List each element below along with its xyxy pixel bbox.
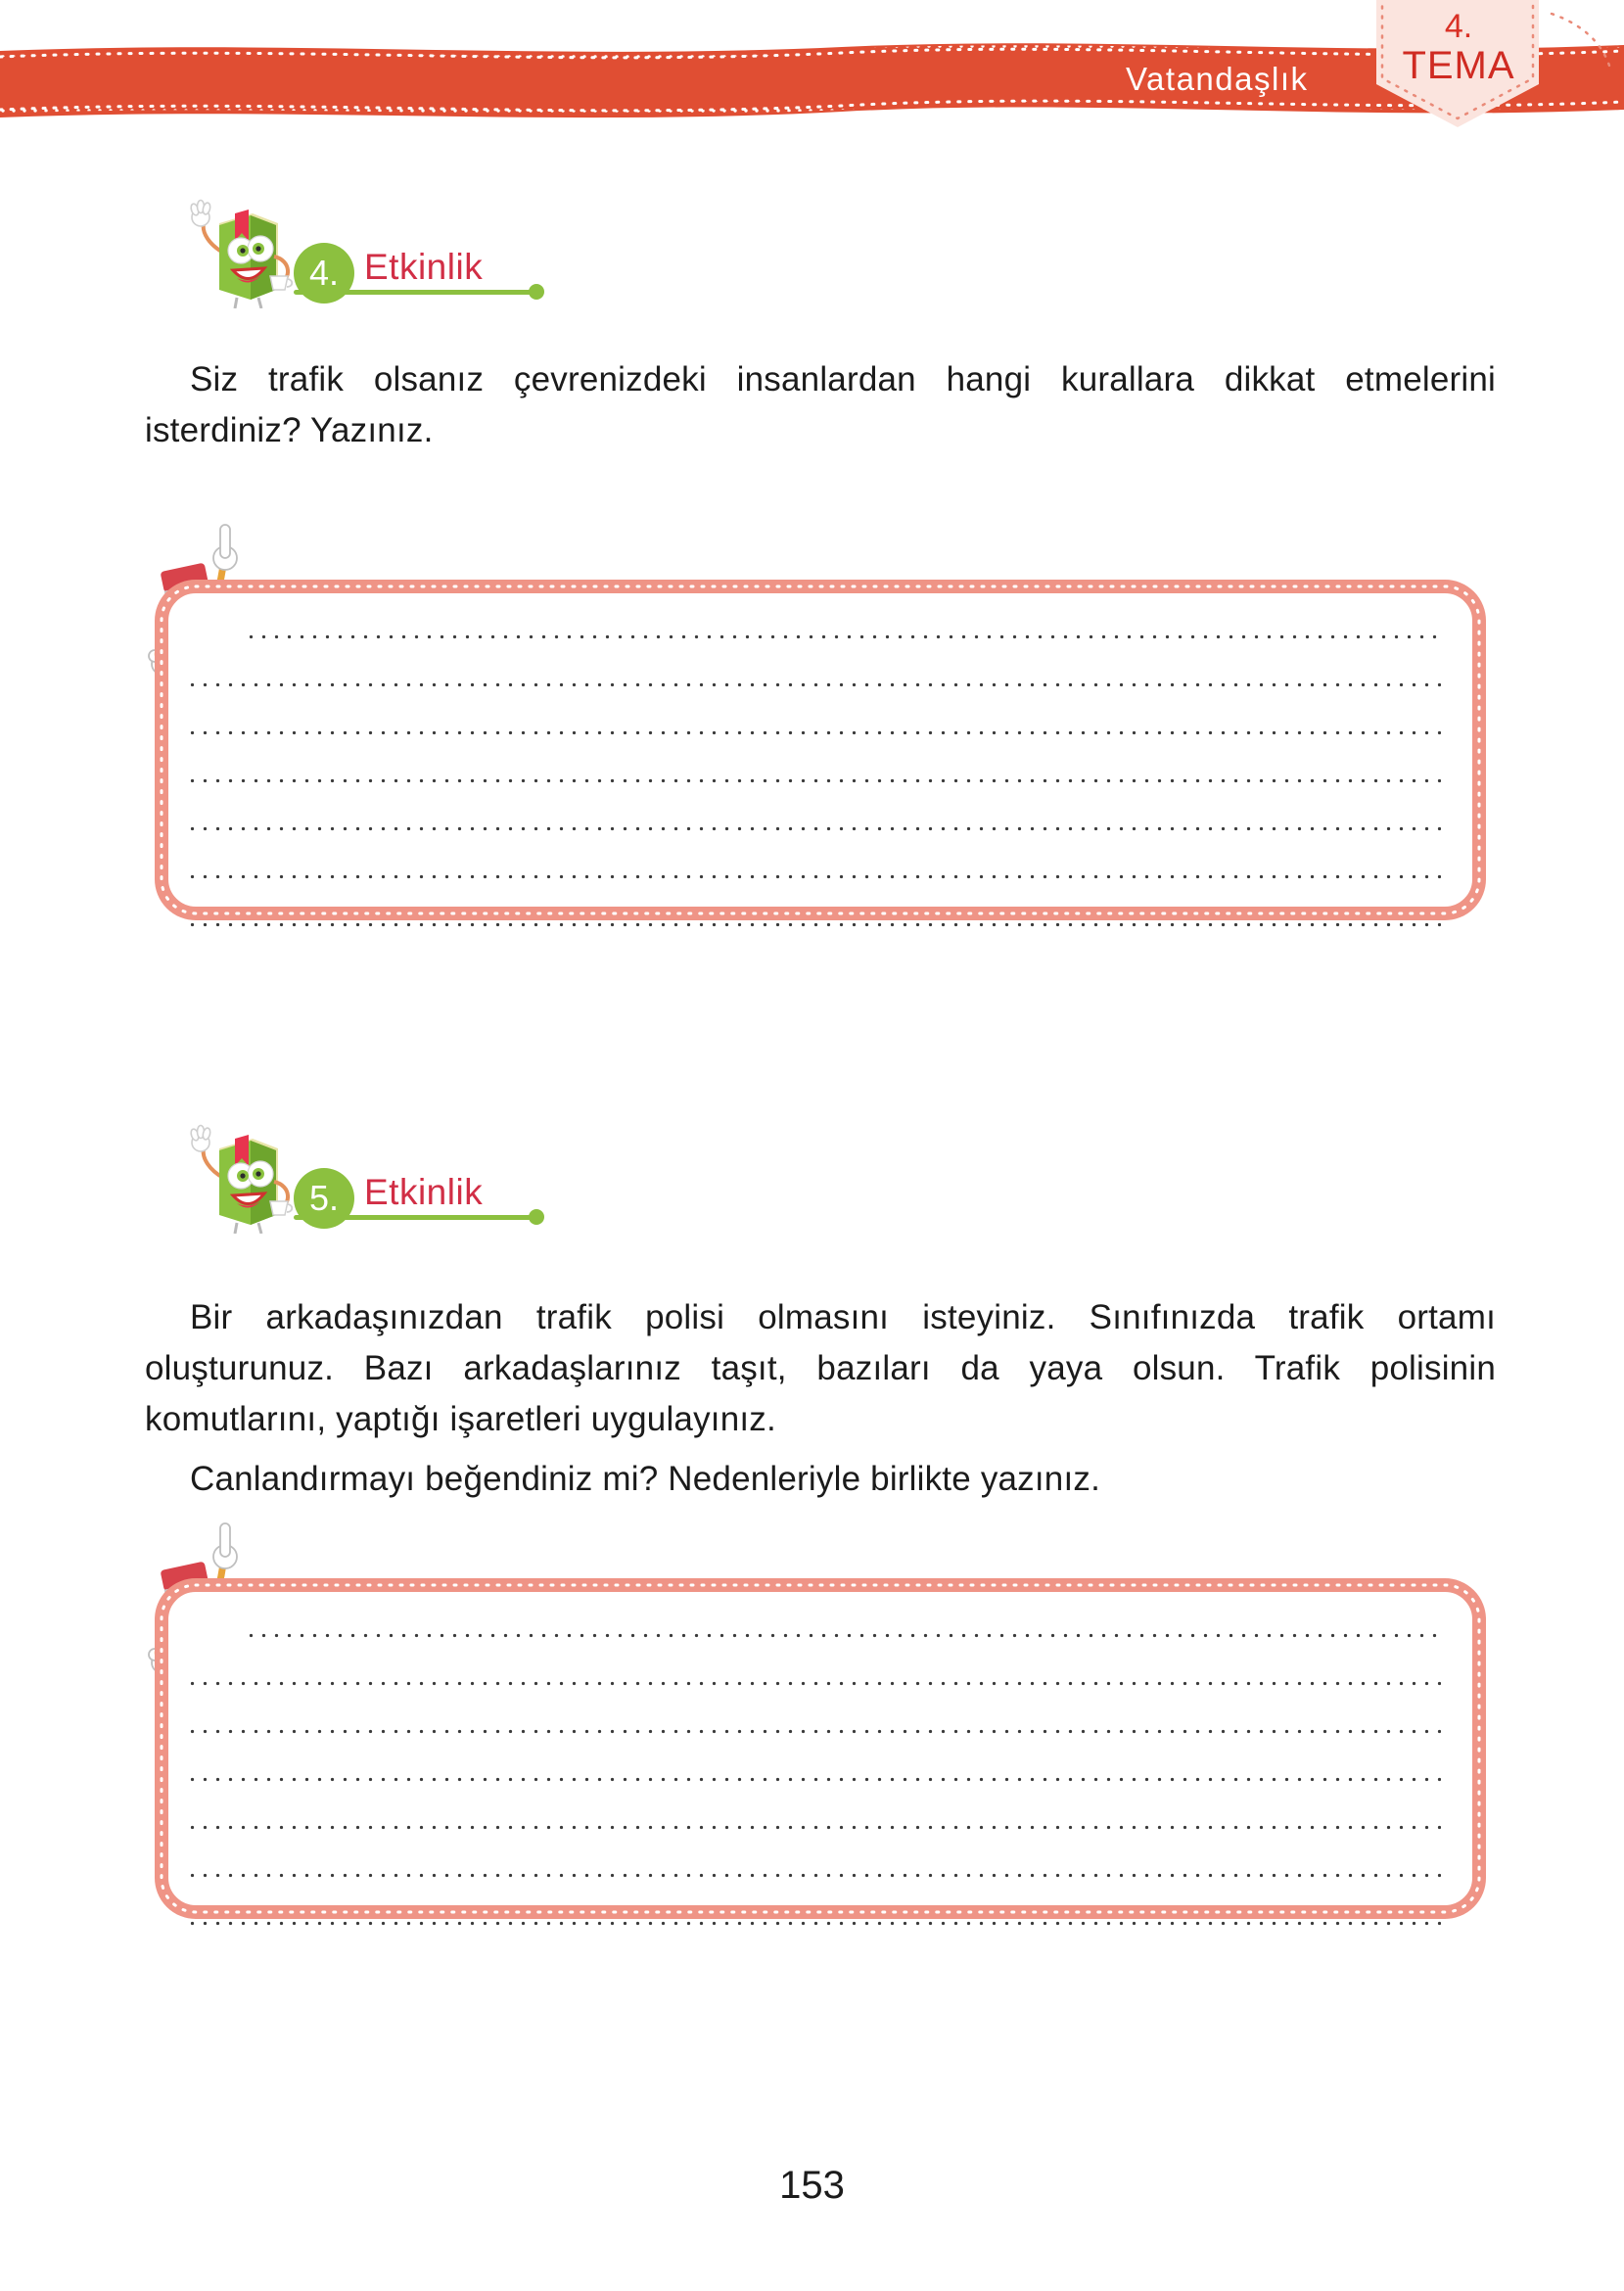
answer-line[interactable] xyxy=(186,1777,1441,1782)
activity-4-paragraph-text: Siz trafik olsanız çevrenizdeki insanlardan hangi kurallara dikkat etmelerini isterdiniz? Yazınız. xyxy=(145,360,1496,449)
header-ribbon-graphic xyxy=(0,0,1624,166)
answer-lines[interactable] xyxy=(168,1592,1472,1905)
answer-line[interactable] xyxy=(186,826,1441,831)
answer-line[interactable] xyxy=(186,1921,1441,1926)
answer-line[interactable] xyxy=(186,874,1441,879)
answer-line[interactable] xyxy=(245,1633,1441,1638)
activity-4-answer-box[interactable] xyxy=(155,580,1486,920)
book-mascot-icon xyxy=(176,1121,294,1234)
answer-line[interactable] xyxy=(186,922,1441,927)
activity-5-paragraph-2 xyxy=(145,1454,1496,1505)
activity-4-header xyxy=(176,196,685,304)
answer-lines[interactable] xyxy=(168,593,1472,907)
activity-4-paragraph xyxy=(145,354,1496,456)
answer-line[interactable] xyxy=(186,730,1441,735)
activity-5-header xyxy=(176,1121,685,1229)
activity-5-end-dot xyxy=(529,1209,544,1225)
page-header xyxy=(0,0,1624,166)
answer-line[interactable] xyxy=(186,1729,1441,1734)
activity-5-answer-box[interactable] xyxy=(155,1578,1486,1919)
activity-4-end-dot xyxy=(529,284,544,300)
activity-5-paragraph-1-text: Bir arkadaşınızdan trafik polisi olmasını isteyiniz. Sınıfınızda trafik ortamı oluşturunuz. Bazı arkadaşlarınız taşıt, bazıları da yaya olsun. Trafik polisinin komutlarını, yaptığı işaretleri uygulayınız. xyxy=(145,1298,1496,1438)
activity-5-label: Etkinlik xyxy=(364,1172,484,1212)
activity-5-number-badge: 5. xyxy=(294,1168,354,1229)
activity-4-number-badge: 4. xyxy=(294,243,354,304)
answer-line[interactable] xyxy=(186,1681,1441,1686)
answer-line[interactable] xyxy=(186,778,1441,783)
activity-4-label: Etkinlik xyxy=(364,247,484,287)
theme-word: TEMA xyxy=(1402,44,1515,87)
answer-line[interactable] xyxy=(186,1825,1441,1830)
theme-number: 4. xyxy=(1444,8,1473,45)
answer-line[interactable] xyxy=(186,682,1441,687)
activity-5-paragraph-2-text: Canlandırmayı beğendiniz mi? Nedenleriyle birlikte yazınız. xyxy=(190,1460,1101,1498)
activity-5-paragraph-1 xyxy=(145,1292,1496,1445)
answer-line[interactable] xyxy=(186,1873,1441,1878)
answer-line[interactable] xyxy=(245,634,1441,639)
book-mascot-icon xyxy=(176,196,294,308)
page-title: Vatandaşlık xyxy=(1126,61,1309,97)
page-number: 153 xyxy=(779,2164,845,2207)
